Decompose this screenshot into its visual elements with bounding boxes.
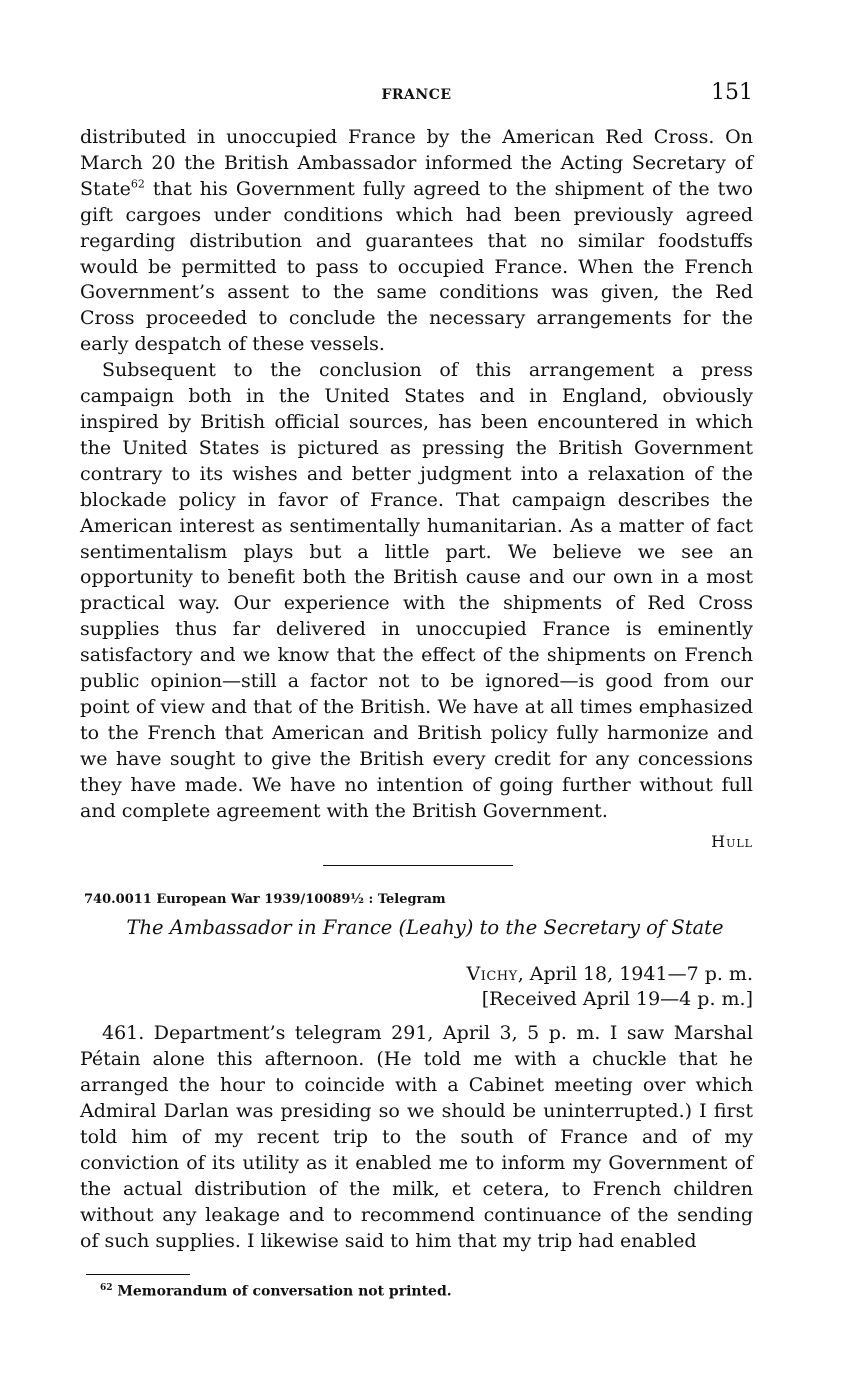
footnote-divider [86, 1274, 190, 1275]
paragraph-1 [80, 125, 753, 358]
telegram-text: 461. Department’s telegram 291, April 3, 5 p. m. I saw Marshal Pétain alone this afternoon. (He told me with a chuckle that he arranged the hour to coincide with a Cabinet meeting over which Admiral Darlan was presiding so we should be uninterrupted.) I first told him of my recent trip to the south of France and of my conviction of its utility as it enabled me to inform my Government of the actual distribution of the milk, et cetera, to French children without any leakage and to recommend continuance of the sending of such supplies. I likewise said to him that my trip had enabled [80, 1022, 753, 1252]
paragraph-1-continued: that his Government fully agreed to the shipment of the two gift cargoes under conditions which had been previously agreed regarding distribution and guarantees that no similar foodstuffs would be permitted to pass to occupied France. When the French Government’s assent to the same conditions was given, the Red Cross proceeded to conclude the necessary arrangements for the early despatch of these vessels. [80, 177, 753, 356]
document-heading: The Ambassador in France (Leahy) to the Secretary of State [126, 916, 724, 939]
dateline-sent [466, 962, 753, 987]
dateline-time: , April 18, 1941—7 p. m. [517, 963, 753, 985]
footnote [100, 1283, 452, 1300]
footnote-mark: 62 [100, 1283, 113, 1293]
file-reference: 740.0011 European War 1939/10089½ : Telegram [84, 892, 446, 907]
paragraph-2: Subsequent to the conclusion of this arrangement a press campaign both in the United States and in England, obviously inspired by British official sources, has been encountered in which the United States is pictured as pressing the British Government contrary to its wishes and better judgment into a relaxation of the blockade policy in favor of France. That campaign describes the American interest as sentimentally humanitarian. As a matter of fact sentimentalism plays but a little part. We believe we see an opportunity to benefit both the British cause and our own in a most practical way. Our experience with the shipments of Red Cross supplies thus far delivered in unoccupied France is eminently satisfactory and we know that the effect of the shipments on French public opinion—still a factor not to be ignored—is good from our point of view and that of the British. We have at all times emphasized to the French that American and British policy fully harmonize and we have sought to give the British every credit for any concessions they have made. We have no intention of going further without full and complete agreement with the British Government. [80, 359, 753, 822]
footnote-reference[interactable]: 62 [130, 177, 145, 191]
dateline-place: Vichy [466, 963, 518, 985]
dateline [466, 962, 753, 1012]
signature: Hull [711, 832, 753, 851]
dateline-received: [Received April 19—4 p. m.] [481, 988, 753, 1010]
body-text [80, 125, 753, 824]
running-head [80, 80, 753, 112]
paragraph-1-text: distributed in unoccupied France by the American Red Cross. On March 20 the British Ambassador informed the Acting Secretary of State [80, 126, 753, 200]
section-divider [323, 865, 513, 866]
footnote-text: Memorandum of conversation not printed. [112, 1283, 452, 1300]
running-title: FRANCE [381, 87, 452, 103]
page-number: 151 [711, 80, 753, 105]
